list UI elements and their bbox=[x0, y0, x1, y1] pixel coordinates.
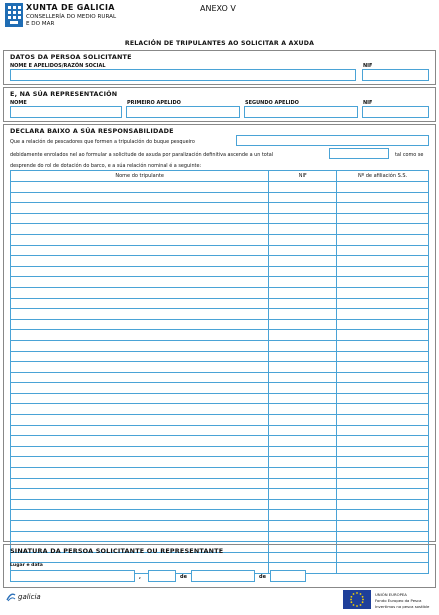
cell-crew-name[interactable] bbox=[11, 446, 269, 457]
table-row bbox=[11, 213, 429, 224]
cell-crew-ss[interactable] bbox=[337, 182, 429, 193]
cell-crew-name[interactable] bbox=[11, 510, 269, 521]
place-input[interactable] bbox=[10, 570, 135, 582]
cell-crew-ss[interactable] bbox=[337, 340, 429, 351]
applicant-name-input[interactable] bbox=[10, 69, 356, 81]
declaration-line-3: desprende do rol de dotación do barco, e a súa relación nominal é a seguinte: bbox=[10, 163, 202, 169]
cell-crew-name[interactable] bbox=[11, 192, 269, 203]
cell-crew-nif[interactable] bbox=[269, 510, 337, 521]
comma-separator: , bbox=[139, 574, 141, 580]
form-title: RELACIÓN DE TRIPULANTES AO SOLICITAR A AXUDA bbox=[124, 40, 315, 47]
eu-stars-icon bbox=[343, 590, 371, 609]
applicant-nif-input[interactable] bbox=[362, 69, 429, 81]
cell-crew-name[interactable] bbox=[11, 266, 269, 277]
table-row bbox=[11, 521, 429, 532]
cell-crew-name[interactable] bbox=[11, 457, 269, 468]
cell-crew-name[interactable] bbox=[11, 499, 269, 510]
cell-crew-ss[interactable] bbox=[337, 415, 429, 426]
xunta-shield-icon bbox=[5, 3, 23, 27]
applicant-nif-label: NIF bbox=[363, 63, 373, 69]
cell-crew-nif[interactable] bbox=[269, 383, 337, 394]
cell-crew-name[interactable] bbox=[11, 436, 269, 447]
declaration-line-2-after: tal como se bbox=[395, 152, 424, 158]
cell-crew-ss[interactable] bbox=[337, 245, 429, 256]
day-input[interactable] bbox=[148, 570, 176, 582]
cell-crew-ss[interactable] bbox=[337, 531, 429, 542]
crew-table-header bbox=[11, 171, 429, 182]
cell-crew-ss[interactable] bbox=[337, 309, 429, 320]
name-label: NOME E APELIDOS/RAZÓN SOCIAL bbox=[10, 63, 106, 69]
crew-table bbox=[10, 170, 429, 574]
cell-crew-nif[interactable] bbox=[269, 489, 337, 500]
cell-crew-name[interactable] bbox=[11, 425, 269, 436]
cell-crew-nif[interactable] bbox=[269, 298, 337, 309]
table-row bbox=[11, 457, 429, 468]
table-row bbox=[11, 404, 429, 415]
col-header-nif: NIF bbox=[269, 171, 337, 182]
cell-crew-ss[interactable] bbox=[337, 446, 429, 457]
cell-crew-nif[interactable] bbox=[269, 309, 337, 320]
cell-crew-ss[interactable] bbox=[337, 372, 429, 383]
cell-crew-nif[interactable] bbox=[269, 224, 337, 235]
rep-apelido1-input[interactable] bbox=[126, 106, 240, 118]
col-header-name: Nome do tripulante bbox=[11, 171, 269, 182]
cell-crew-ss[interactable] bbox=[337, 478, 429, 489]
cell-crew-name[interactable] bbox=[11, 224, 269, 235]
rep-nif-label: NIF bbox=[363, 100, 373, 106]
cell-crew-ss[interactable] bbox=[337, 468, 429, 479]
cell-crew-name[interactable] bbox=[11, 468, 269, 479]
rep-nome-input[interactable] bbox=[10, 106, 122, 118]
declaration-line-1: Que a relación de pescadores que formen a tripulación do buque pesqueiro bbox=[10, 139, 195, 145]
table-row bbox=[11, 245, 429, 256]
cell-crew-ss[interactable] bbox=[337, 510, 429, 521]
table-row bbox=[11, 266, 429, 277]
table-row bbox=[11, 372, 429, 383]
cell-crew-nif[interactable] bbox=[269, 203, 337, 214]
table-row bbox=[11, 224, 429, 235]
org-name: XUNTA DE GALICIA bbox=[26, 3, 115, 12]
table-row bbox=[11, 362, 429, 373]
cell-crew-name[interactable] bbox=[11, 521, 269, 532]
cell-crew-ss[interactable] bbox=[337, 256, 429, 267]
cell-crew-name[interactable] bbox=[11, 383, 269, 394]
table-row bbox=[11, 309, 429, 320]
cell-crew-name[interactable] bbox=[11, 213, 269, 224]
cell-crew-name[interactable] bbox=[11, 256, 269, 267]
cell-crew-name[interactable] bbox=[11, 478, 269, 489]
cell-crew-name[interactable] bbox=[11, 489, 269, 500]
cell-crew-nif[interactable] bbox=[269, 277, 337, 288]
de-label-1: de bbox=[180, 574, 187, 580]
cell-crew-name[interactable] bbox=[11, 404, 269, 415]
cell-crew-nif[interactable] bbox=[269, 393, 337, 404]
table-row bbox=[11, 340, 429, 351]
cell-crew-name[interactable] bbox=[11, 277, 269, 288]
eu-text-1: UNIÓN EUROPEA bbox=[375, 592, 407, 597]
declaration-line-2: debidamente enrolados nel ao formular a solicitude de axuda por paralización definitiva ascende a un total bbox=[10, 152, 274, 158]
cell-crew-name[interactable] bbox=[11, 340, 269, 351]
cell-crew-nif[interactable] bbox=[269, 457, 337, 468]
galicia-logo-text: galicia bbox=[18, 593, 41, 601]
cell-crew-ss[interactable] bbox=[337, 499, 429, 510]
cell-crew-name[interactable] bbox=[11, 351, 269, 362]
crew-total-input[interactable] bbox=[329, 148, 389, 159]
dept-line-2: E DO MAR bbox=[26, 21, 55, 27]
galicia-swirl-icon bbox=[6, 592, 16, 602]
cell-crew-nif[interactable] bbox=[269, 234, 337, 245]
cell-crew-name[interactable] bbox=[11, 234, 269, 245]
xunta-logo bbox=[5, 3, 23, 27]
cell-crew-nif[interactable] bbox=[269, 192, 337, 203]
table-row bbox=[11, 234, 429, 245]
rep-apelido2-input[interactable] bbox=[244, 106, 358, 118]
cell-crew-nif[interactable] bbox=[269, 531, 337, 542]
rep-apelido1-label: PRIMEIRO APELIDO bbox=[127, 100, 181, 106]
table-row bbox=[11, 425, 429, 436]
table-row bbox=[11, 298, 429, 309]
cell-crew-ss[interactable] bbox=[337, 203, 429, 214]
eu-text-2: Fondo Europeo da Pesca bbox=[375, 598, 422, 603]
cell-crew-nif[interactable] bbox=[269, 330, 337, 341]
cell-crew-nif[interactable] bbox=[269, 446, 337, 457]
table-row bbox=[11, 489, 429, 500]
cell-crew-nif[interactable] bbox=[269, 478, 337, 489]
cell-crew-ss[interactable] bbox=[337, 298, 429, 309]
cell-crew-ss[interactable] bbox=[337, 383, 429, 394]
annex-label: ANEXO V bbox=[200, 4, 236, 13]
table-row bbox=[11, 319, 429, 330]
year-input[interactable] bbox=[270, 570, 306, 582]
dept-line-1: CONSELLERÍA DO MEDIO RURAL bbox=[26, 14, 117, 20]
cell-crew-ss[interactable] bbox=[337, 319, 429, 330]
eu-text-3: Invertimos na pesca sostible bbox=[375, 604, 430, 609]
cell-crew-nif[interactable] bbox=[269, 404, 337, 415]
cell-crew-name[interactable] bbox=[11, 372, 269, 383]
cell-crew-name[interactable] bbox=[11, 319, 269, 330]
table-row bbox=[11, 468, 429, 479]
cell-crew-nif[interactable] bbox=[269, 372, 337, 383]
cell-crew-ss[interactable] bbox=[337, 234, 429, 245]
cell-crew-name[interactable] bbox=[11, 298, 269, 309]
cell-crew-ss[interactable] bbox=[337, 266, 429, 277]
representative-heading: E, NA SÚA REPRESENTACIÓN bbox=[10, 90, 118, 98]
cell-crew-ss[interactable] bbox=[337, 351, 429, 362]
table-row bbox=[11, 330, 429, 341]
cell-crew-name[interactable] bbox=[11, 362, 269, 373]
table-row bbox=[11, 446, 429, 457]
col-header-ss: Nº de afiliación S.S. bbox=[337, 171, 429, 182]
de-label-2: de bbox=[259, 574, 266, 580]
table-row bbox=[11, 287, 429, 298]
table-row bbox=[11, 499, 429, 510]
table-row bbox=[11, 531, 429, 542]
table-row bbox=[11, 192, 429, 203]
cell-crew-ss[interactable] bbox=[337, 330, 429, 341]
cell-crew-name[interactable] bbox=[11, 415, 269, 426]
eu-flag bbox=[343, 590, 371, 609]
cell-crew-nif[interactable] bbox=[269, 182, 337, 193]
cell-crew-name[interactable] bbox=[11, 393, 269, 404]
cell-crew-ss[interactable] bbox=[337, 436, 429, 447]
cell-crew-ss[interactable] bbox=[337, 362, 429, 373]
table-row bbox=[11, 510, 429, 521]
cell-crew-name[interactable] bbox=[11, 182, 269, 193]
signature-heading: SINATURA DA PERSOA SOLICITANTE OU REPRESENTANTE bbox=[10, 547, 224, 555]
cell-crew-nif[interactable] bbox=[269, 468, 337, 479]
applicant-heading: DATOS DA PERSOA SOLICITANTE bbox=[10, 53, 132, 61]
cell-crew-ss[interactable] bbox=[337, 425, 429, 436]
cell-crew-ss[interactable] bbox=[337, 393, 429, 404]
cell-crew-ss[interactable] bbox=[337, 277, 429, 288]
month-input[interactable] bbox=[191, 570, 255, 582]
cell-crew-ss[interactable] bbox=[337, 489, 429, 500]
table-row bbox=[11, 256, 429, 267]
rep-nif-input[interactable] bbox=[362, 106, 429, 118]
cell-crew-nif[interactable] bbox=[269, 213, 337, 224]
cell-crew-nif[interactable] bbox=[269, 499, 337, 510]
cell-crew-nif[interactable] bbox=[269, 425, 337, 436]
declaration-heading: DECLARA BAIXO A SÚA RESPONSABILIDADE bbox=[10, 127, 174, 135]
cell-crew-nif[interactable] bbox=[269, 245, 337, 256]
cell-crew-nif[interactable] bbox=[269, 415, 337, 426]
cell-crew-nif[interactable] bbox=[269, 256, 337, 267]
cell-crew-nif[interactable] bbox=[269, 266, 337, 277]
cell-crew-nif[interactable] bbox=[269, 436, 337, 447]
cell-crew-ss[interactable] bbox=[337, 521, 429, 532]
place-date-label: Lugar e data bbox=[10, 563, 43, 568]
cell-crew-nif[interactable] bbox=[269, 351, 337, 362]
cell-crew-nif[interactable] bbox=[269, 319, 337, 330]
cell-crew-name[interactable] bbox=[11, 245, 269, 256]
table-row bbox=[11, 351, 429, 362]
cell-crew-nif[interactable] bbox=[269, 521, 337, 532]
cell-crew-name[interactable] bbox=[11, 531, 269, 542]
table-row bbox=[11, 182, 429, 193]
cell-crew-name[interactable] bbox=[11, 287, 269, 298]
rep-apelido2-label: SEGUNDO APELIDO bbox=[245, 100, 299, 106]
cell-crew-ss[interactable] bbox=[337, 224, 429, 235]
cell-crew-name[interactable] bbox=[11, 203, 269, 214]
table-row bbox=[11, 383, 429, 394]
table-row bbox=[11, 203, 429, 214]
table-row bbox=[11, 277, 429, 288]
table-row bbox=[11, 415, 429, 426]
galicia-logo bbox=[6, 592, 41, 602]
cell-crew-name[interactable] bbox=[11, 330, 269, 341]
cell-crew-name[interactable] bbox=[11, 309, 269, 320]
cell-crew-nif[interactable] bbox=[269, 362, 337, 373]
table-row bbox=[11, 478, 429, 489]
cell-crew-ss[interactable] bbox=[337, 287, 429, 298]
cell-crew-ss[interactable] bbox=[337, 457, 429, 468]
table-row bbox=[11, 436, 429, 447]
rep-nome-label: NOME bbox=[10, 100, 27, 106]
cell-crew-nif[interactable] bbox=[269, 287, 337, 298]
cell-crew-ss[interactable] bbox=[337, 213, 429, 224]
cell-crew-ss[interactable] bbox=[337, 192, 429, 203]
cell-crew-nif[interactable] bbox=[269, 340, 337, 351]
cell-crew-ss[interactable] bbox=[337, 404, 429, 415]
vessel-name-input[interactable] bbox=[236, 135, 429, 146]
table-row bbox=[11, 393, 429, 404]
